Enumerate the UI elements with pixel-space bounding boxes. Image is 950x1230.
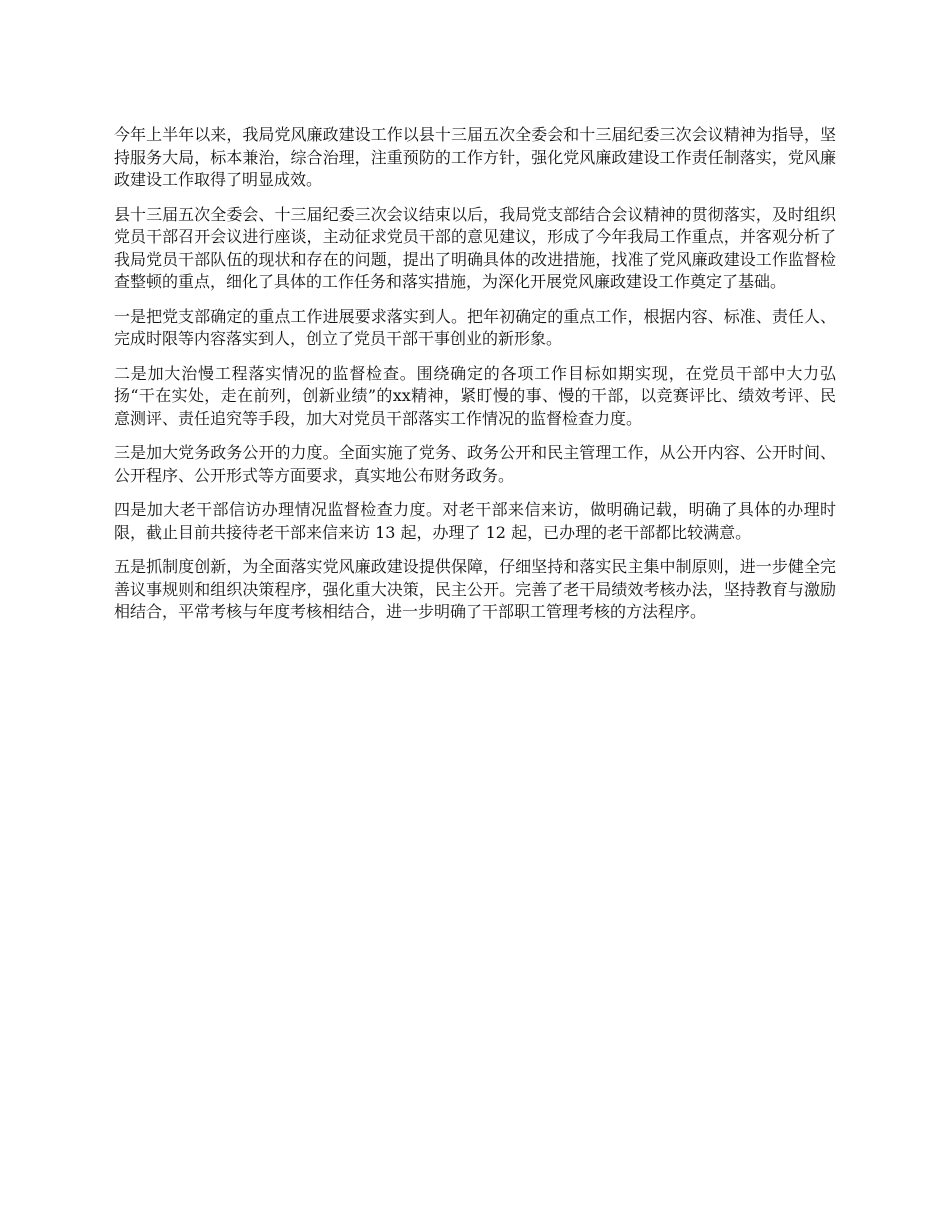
document-body (114, 124, 836, 636)
paragraph-item-2: 二是加大治慢工程落实情况的监督检查。围绕确定的各项工作目标如期实现，在党员干部中大力弘扬“干在实处，走在前列，创新业绩”的xx精神，紧盯慢的事、慢的干部，以竞赛评比、绩效考评、民意测评、责任追究等手段，加大对党员干部落实工作情况的监督检查力度。 (114, 363, 836, 428)
paragraph-item-3: 三是加大党务政务公开的力度。全面实施了党务、政务公开和民主管理工作，从公开内容、公开时间、公开程序、公开形式等方面要求，真实地公布财务政务。 (114, 443, 836, 485)
paragraph-item-1: 一是把党支部确定的重点工作进展要求落实到人。把年初确定的重点工作，根据内容、标准、责任人、完成时限等内容落实到人，创立了党员干部干事创业的新形象。 (114, 306, 836, 348)
paragraph-background: 县十三届五次全委会、十三届纪委三次会议结束以后，我局党支部结合会议精神的贯彻落实，及时组织党员干部召开会议进行座谈，主动征求党员干部的意见建议，形成了今年我局工作重点，并客观分析了我局党员干部队伍的现状和存在的问题，提出了明确具体的改进措施，找准了党风廉政建设工作监督检查整顿的重点，细化了具体的工作任务和落实措施，为深化开展党风廉政建设工作奠定了基础。 (114, 204, 836, 291)
paragraph-item-4: 四是加大老干部信访办理情况监督检查力度。对老干部来信来访，做明确记载，明确了具体的办理时限，截止目前共接待老干部来信来访 13 起，办理了 12 起，已办理的老干部都比较满意。 (114, 500, 836, 542)
paragraph-intro: 今年上半年以来，我局党风廉政建设工作以县十三届五次全委会和十三届纪委三次会议精神为指导，坚持服务大局，标本兼治，综合治理，注重预防的工作方针，强化党风廉政建设工作责任制落实，党风廉政建设工作取得了明显成效。 (114, 125, 836, 189)
paragraph-item-5: 五是抓制度创新，为全面落实党风廉政建设提供保障，仔细坚持和落实民主集中制原则，进一步健全完善议事规则和组织决策程序，强化重大决策，民主公开。完善了老干局绩效考核办法，坚持教育与激励相结合，平常考核与年度考核相结合，进一步明确了干部职工管理考核的方法程序。 (114, 557, 836, 621)
